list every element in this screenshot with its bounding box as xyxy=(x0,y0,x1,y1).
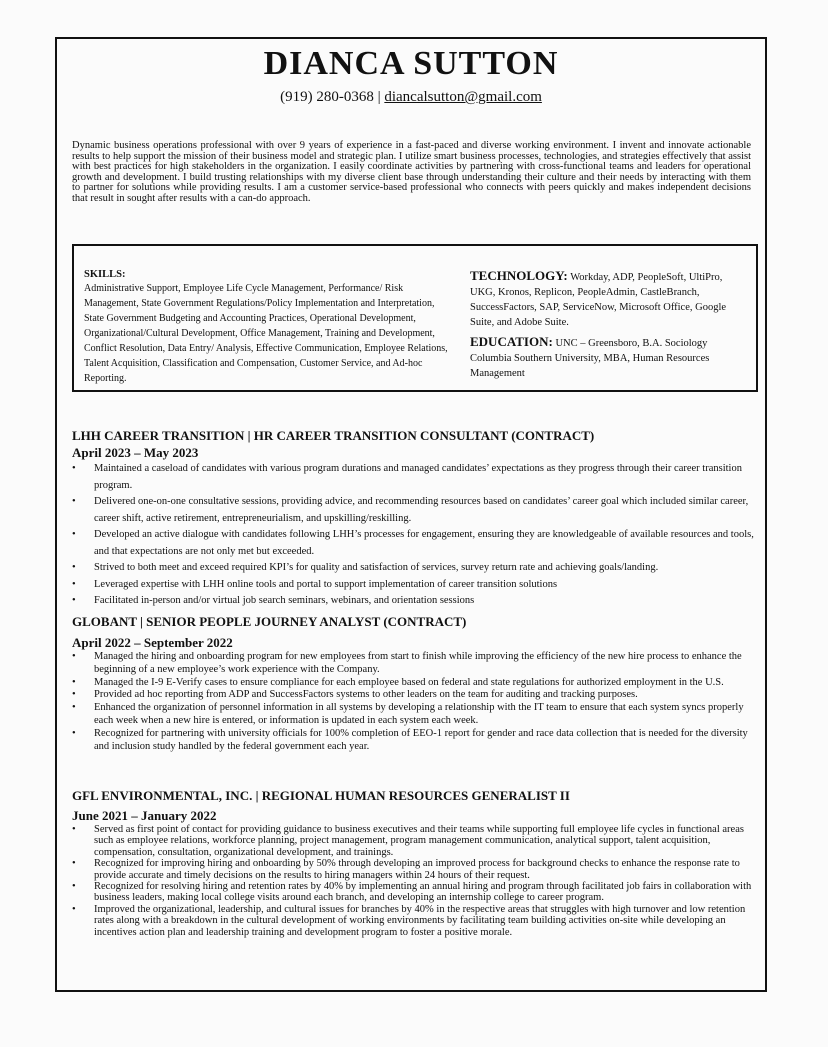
job-title: LHH CAREER TRANSITION | HR CAREER TRANSITION CONSULTANT (CONTRACT) xyxy=(72,428,595,443)
professional-summary: Dynamic business operations professional with over 9 years of experience in a fast-paced and diverse working environment. I invent and innovate actionable results to help support the mission of their business model and strategic plan. I utilize smart business processes, technologies, and strategies effectively that assist with best practices for high stakeholders in the organization. I easily coordinate activities by partnering with cross-functional teams and leaders for operational growth and development. I build trusting relationships with my diverse client base through understanding their culture and their needs by interacting with them to partner for solutions while providing results. I am a customer service-based professional who connects with peers quickly and makes independent decisions that result in sought after results with a can-do approach. xyxy=(72,140,751,204)
education-heading: EDUCATION: xyxy=(470,334,553,349)
job-lhh xyxy=(72,428,755,610)
job-bullet: • Managed the I-9 E-Verify cases to ensure compliance for each employee based on federal and state regulations for authorized employment in the U.S. xyxy=(72,677,755,690)
job-bullet: • Facilitated in-person and/or virtual job search seminars, webinars, and orientation sessions xyxy=(72,593,755,610)
job-bullets xyxy=(72,461,755,610)
job-bullet: • Managed the hiring and onboarding program for new employees from start to finish while improving the efficiency of the new hire process to enhance the beginning of a new employee’s work experience with the Company. xyxy=(72,651,755,677)
technology-text: Workday, ADP, PeopleSoft, UltiPro, UKG, Kronos, Replicon, PeopleAdmin, CastleBranch, SuccessFactors, SAP, ServiceNow, Microsoft Office, Google Suite, and Adobe Suite. xyxy=(470,272,727,328)
job-title: GFL ENVIRONMENTAL, INC. | REGIONAL HUMAN RESOURCES GENERALIST II xyxy=(72,788,570,803)
job-bullet: • Delivered one-on-one consultative sessions, providing advice, and recommending resources based on candidates’ career goal which included similar career, career shift, active retirement, entrepreneurialism, and upskilling/reskilling. xyxy=(72,494,755,527)
skills-text: Administrative Support, Employee Life Cycle Management, Performance/ Risk Management, State Government Regulations/Policy Implementation and Interpretation, State Government Budgeting and Accounting Practices, Operational Development, Organizational/Cultural Development, Office Management, Training and Development, Conflict Resolution, Data Entry/ Analysis, Effective Communication, Employee Relations, Talent Acquisition, Classification and Compensation, Customer Service, and Ad-hoc Reporting. xyxy=(84,283,448,384)
job-dates: June 2021 – January 2022 xyxy=(72,808,217,823)
job-bullet: • Served as first point of contact for providing guidance to business executives and their teams while supporting full employee life cycles in functional areas such as employee relations, workforce planning, project management, program management communication, analytical support, talent acquisition, compensation, consultation, organizational development, and trainings. xyxy=(72,824,755,858)
job-bullet: • Enhanced the organization of personnel information in all systems by developing a relationship with the IT team to ensure that each system syncs properly each week when a new hire is entered, or information is updated in each system each week. xyxy=(72,702,755,728)
education-text: UNC – Greensboro, B.A. Sociology Columbia Southern University, MBA, Human Resources Management xyxy=(470,338,710,379)
job-title: GLOBANT | SENIOR PEOPLE JOURNEY ANALYST (CONTRACT) xyxy=(72,614,467,629)
education-block xyxy=(470,334,750,381)
contact-separator: | xyxy=(377,89,381,105)
skills-box xyxy=(72,244,758,392)
email-link[interactable]: diancalsutton@gmail.com xyxy=(384,89,542,105)
job-bullet: • Strived to both meet and exceed required KPI’s for quality and satisfaction of services, survey return rate and achieving goals/landing. xyxy=(72,560,755,577)
job-bullet: • Provided ad hoc reporting from ADP and SuccessFactors systems to other leaders on the team for auditing and tracking purposes. xyxy=(72,689,755,702)
job-bullets xyxy=(72,651,755,753)
job-dates: April 2022 – September 2022 xyxy=(72,635,233,650)
technology-heading: TECHNOLOGY: xyxy=(470,268,568,283)
job-dates: April 2023 – May 2023 xyxy=(72,445,199,460)
job-bullet: • Recognized for improving hiring and onboarding by 50% through developing an improved process for background checks to enhance the response rate to provide accurate and timely decisions on the results to hiring managers within 24 hours of their request. xyxy=(72,858,755,881)
phone-number: (919) 280-0368 xyxy=(280,89,374,105)
technology-block xyxy=(470,268,750,330)
candidate-name: DIANCA SUTTON xyxy=(263,45,559,82)
contact-line xyxy=(57,89,765,106)
skills-heading: SKILLS: xyxy=(84,269,126,280)
technology-education-section xyxy=(470,268,750,381)
job-bullet: • Maintained a caseload of candidates with various program durations and managed candidates’ expectations as they progress through their career transition program. xyxy=(72,461,755,494)
job-globant xyxy=(72,614,755,753)
job-bullet: • Improved the organizational, leadership, and cultural issues for branches by 40% in the respective areas that struggles with high turnover and low retention rates along with a breakdown in the cultural development of working environments by facilitating team building activities on-site while developing an incentives action plan and leadership training and development program to foster a positive morale. xyxy=(72,904,755,938)
job-bullet: • Developed an active dialogue with candidates following LHH’s processes for engagement, ensuring they are knowledgeable of available resources and tools, and that expectations are not only met but exceeded. xyxy=(72,527,755,560)
skills-section xyxy=(84,268,449,386)
job-bullet: • Recognized for partnering with university officials for 100% completion of EEO-1 report for gender and race data collection that is needed for the diversity and inclusion study handled by the federal government each year. xyxy=(72,728,755,754)
job-bullet: • Leveraged expertise with LHH online tools and portal to support implementation of career transition solutions xyxy=(72,577,755,594)
resume-border xyxy=(55,37,767,992)
job-bullets xyxy=(72,824,755,938)
job-bullet: • Recognized for resolving hiring and retention rates by 40% by implementing an annual hiring and program through facilitated job fairs in collaboration with business leaders, making local college visits around each branch, and developing an internship college to career program. xyxy=(72,881,755,904)
job-gfl xyxy=(72,788,755,938)
